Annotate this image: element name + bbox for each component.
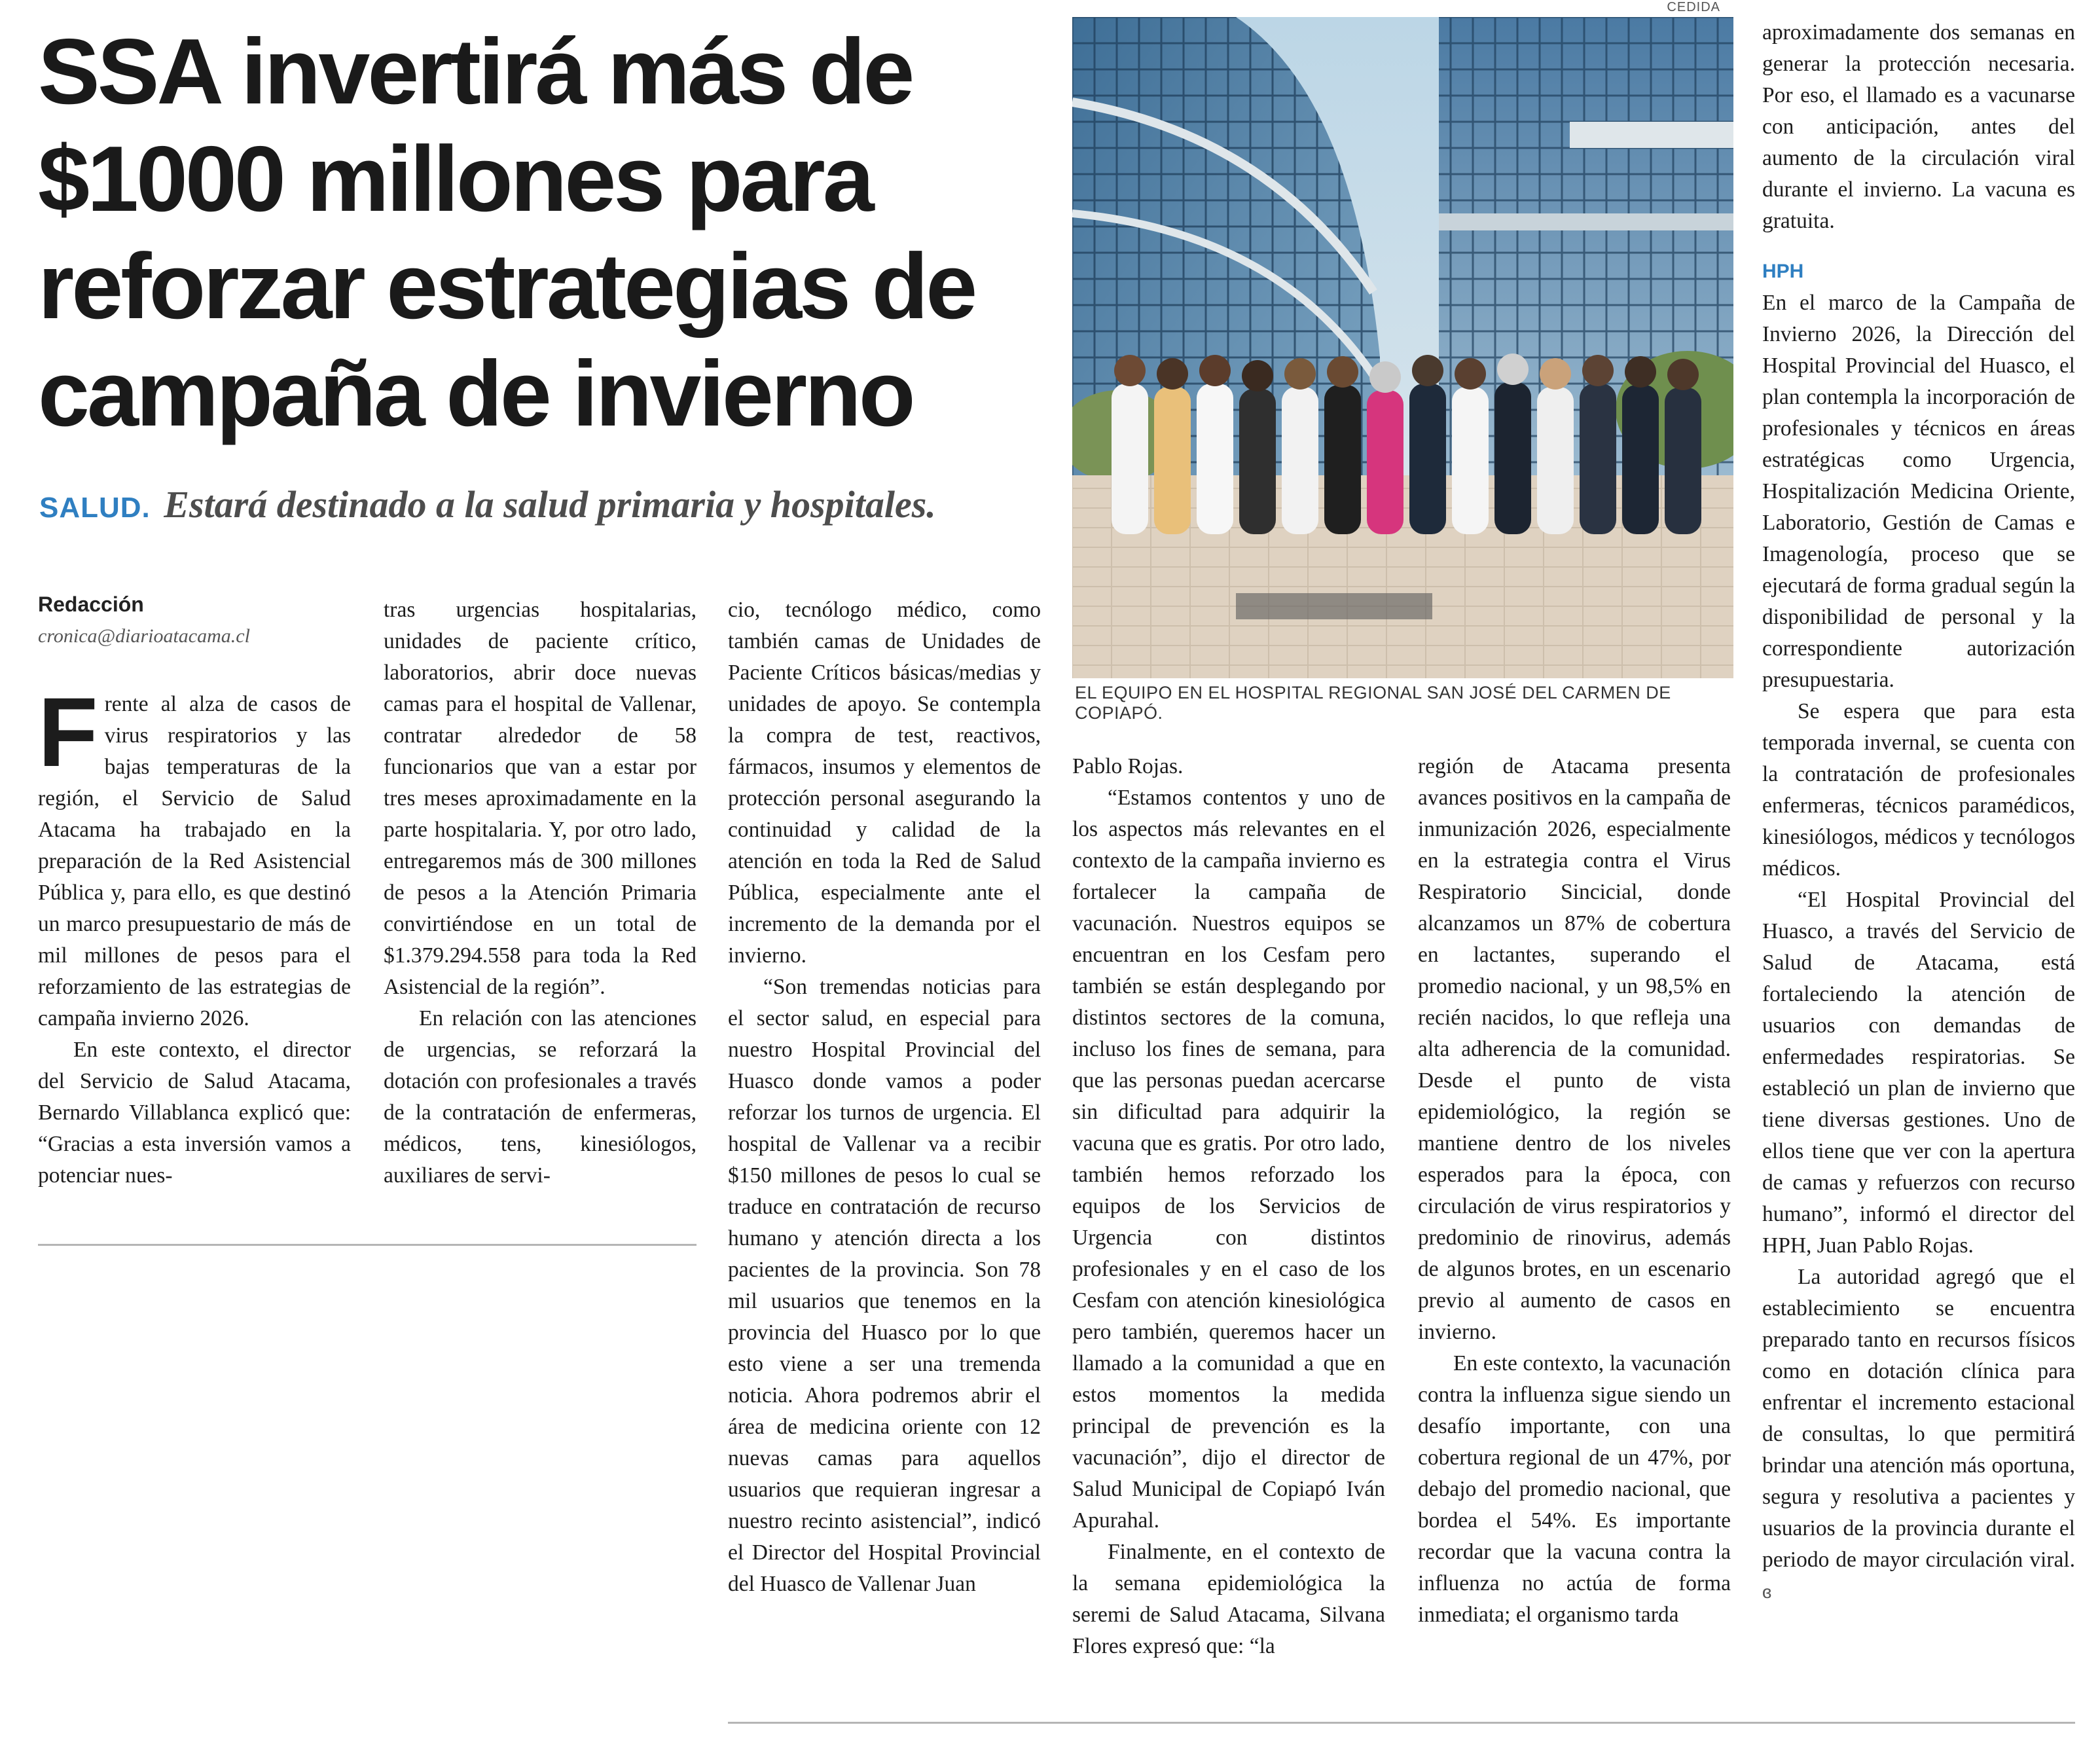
paragraph: cio, tecnólogo médico, como también camas de Unidades de Paciente Críticos básicas/medias y unidades de apoyo. Se contempla la compra de test, reactivos, fármacos, insumos y elementos de protección personal asegurando la continuidad y calidad de la atención en toda la Red de Salud Pública, especialmente ante el incremento de la demanda por el invierno. xyxy=(728,598,1041,968)
column-rule xyxy=(38,1244,697,1246)
column-3 xyxy=(728,594,1041,1600)
end-mark-icon: ɞ xyxy=(1762,1582,1772,1602)
paragraph: “Estamos contentos y uno de los aspectos más relevantes en el contexto de la campaña invierno es fortalecer la campaña de vacunación. Nuestros equipos se encuentran en los Cesfam pero también se están desplegando por distintos sectores de la comuna, incluso los fines de semana, para que las personas puedan acercarse sin dificultad para adquirir la vacuna que es gratis. Por otro lado, también hemos reforzado los equipos de los Servicios de Urgencia con distintos profesionales y en el caso de los Cesfam con atención kinesiológica pero también, queremos hacer un llamado a la comunidad a que en estos momentos la medida principal de prevención es la vacunación”, dijo el director de Salud Municipal de Copiapó Iván Apurahal. xyxy=(1072,786,1385,1533)
column-5 xyxy=(1418,751,1731,1631)
drop-cap: F xyxy=(38,677,98,787)
subhead-text: Estará destinado a la salud primaria y hospitales. xyxy=(164,483,936,526)
byline-author: Redacción xyxy=(38,592,144,616)
paragraph: “El Hospital Provincial del Huasco, a través del Servicio de Salud de Atacama, está fortaleciendo la atención de usuarios con demandas de enfermedades respiratorias. Se estableció un plan de invierno que tiene diversas gestiones. Uno de ellos tiene que ver con la apertura de camas y refuerzos con recurso humano”, informó el director del HPH, Juan Pablo Rojas. xyxy=(1762,888,2075,1258)
column-4 xyxy=(1072,751,1385,1662)
paragraph: tras urgencias hospitalarias, unidades de paciente crítico, laboratorios, abrir doce nuevas camas para el hospital de Vallenar, contratar alrededor de 58 funcionarios que van a estar por tres meses aproximadamente en la parte hospitalaria. Y, por otro lado, entregaremos más de 300 millones de pesos a la Atención Primaria convirtiéndose en un total de $1.379.294.558 para toda la Red Asistencial de la región”. xyxy=(384,598,697,999)
paragraph: “Son tremendas noticias para el sector salud, en especial para nuestro Hospital Provincial del Huasco donde vamos a poder reforzar los turnos de urgencia. El hospital de Vallenar va a recibir $150 millones de pesos lo cual se traduce en contratación de recurso humano y atención directa a los pacientes de la provincia. Son 78 mil usuarios que tenemos en la provincia del Huasco por lo que esto viene a ser una tremenda noticia. Ahora podremos abrir el área de medicina oriente con 12 nuevas camas para aquellos usuarios que requieran ingresar a nuestro recinto asistencial”, indicó el Director del Hospital Provincial del Huasco de Vallenar Juan xyxy=(728,975,1041,1596)
column-2 xyxy=(384,594,697,1191)
article-photo xyxy=(1072,17,1733,678)
section-tag: SALUD. xyxy=(39,492,151,524)
paragraph: Se espera que para esta temporada invernal, se cuenta con la contratación de profesionales enfermeras, técnicos paramédicos, kinesiólogos, médicos y tecnólogos médicos. xyxy=(1762,699,2075,881)
paragraph: En relación con las atenciones de urgencias, se reforzará la dotación con profesionales a través de la contratación de enfermeras, médicos, tens, kinesiólogos, auxiliares de servi- xyxy=(384,1006,697,1188)
subhead xyxy=(39,481,1060,532)
photo-credit: CEDIDA xyxy=(1667,0,1720,14)
paragraph: En el marco de la Campaña de Invierno 2026, la Dirección del Hospital Provincial del Huasco, el plan contempla la incorporación de profesionales y técnicos en áreas estratégicas como Urgencia, Hospitalización Medicina Oriente, Laboratorio, Gestión de Camas e Imagenología, proceso que se ejecutará de forma gradual según la disponibilidad de personal y la correspondiente autorización presupuestaria. xyxy=(1762,291,2075,692)
photo-caption: EL EQUIPO EN EL HOSPITAL REGIONAL SAN JOSÉ DEL CARMEN DE COPIAPÓ. xyxy=(1075,683,1671,723)
paragraph: región de Atacama presenta avances positivos en la campaña de inmunización 2026, especialmente en la estrategia contra el Virus Respiratorio Sincicial, donde alcanzamos un 87% de cobertura en lactantes, superando el promedio nacional, y un 98,5% en recién nacidos, lo que refleja una alta adherencia de la comunidad. Desde el punto de vista epidemiológico, la región se mantiene dentro de los niveles esperados para la época, con circulación de virus respiratorios y predominio de rinovirus, además de algunos brotes, en un escenario previo al aumento de casos en invierno. xyxy=(1418,754,1731,1344)
column-6 xyxy=(1762,17,2075,1608)
paragraph: aproximadamente dos semanas en generar la protección necesaria. Por eso, el llamado es a vacunarse con anticipación, antes del aumento de la circulación viral durante el invierno. La vacuna es gratuita. xyxy=(1762,20,2075,233)
paragraph: La autoridad agregó que el establecimiento se encuentra preparado tanto en recursos físicos como en dotación clínica para enfrentar el incremento estacional de consultas, lo que permitirá brindar una atención más oportuna, segura y resolutiva a pacientes y usuarios de la provincia durante el periodo de mayor circulación viral. ɞ xyxy=(1762,1265,2075,1602)
paragraph: En este contexto, el director del Servicio de Salud Atacama, Bernardo Villablanca explicó que: “Gracias a esta inversión vamos a potenciar nues- xyxy=(38,1038,351,1188)
photo-illustration xyxy=(1072,17,1733,678)
paragraph: En este contexto, la vacunación contra la influenza sigue siendo un desafío importante, con una cobertura regional de un 47%, por debajo del promedio nacional, que bordea el 54%. Es importante recordar que la vacuna contra la influenza no actúa de forma inmediata; el organismo tarda xyxy=(1418,1351,1731,1627)
byline-email[interactable]: cronica@diarioatacama.cl xyxy=(38,625,250,647)
paragraph: Pablo Rojas. xyxy=(1072,754,1184,778)
bottom-rule xyxy=(728,1722,2075,1724)
subtitle: HPH xyxy=(1762,261,1804,282)
paragraph: Finalmente, en el contexto de la semana epidemiológica la seremi de Salud Atacama, Silvana Flores expresó que: “la xyxy=(1072,1540,1385,1658)
headline: SSA invertirá más de $1000 millones para reforzar estrategias de campaña de invierno xyxy=(38,20,975,446)
paragraph: Frente al alza de casos de virus respiratorios y las bajas temperaturas de la región, el Servicio de Salud Atacama ha trabajado en la preparación de la Red Asistencial Pública y, para ello, es que destinó un marco presupuestario de más de mil millones de pesos para el reforzamiento de las estrategias de campaña invierno 2026. xyxy=(38,677,351,1030)
column-1 xyxy=(38,677,351,1191)
